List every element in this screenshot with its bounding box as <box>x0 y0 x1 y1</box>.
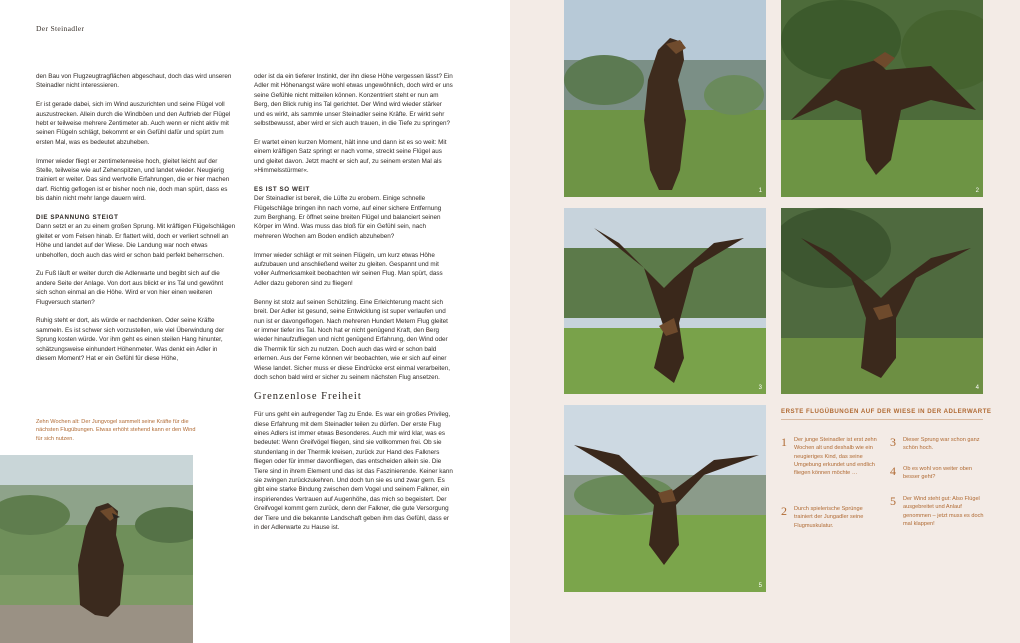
steps-divider <box>781 419 983 420</box>
step-text: Durch spielerische Sprünge trainiert der Jungadler seine Flugmuskulatur. <box>794 506 864 529</box>
paragraph: Ruhig steht er dort, als würde er nachdenken. Oder seine Kräfte sammeln. Es ist schwer sich vorzustellen, wie viel Überwindung der Sprung kosten würde. Vor ihm geht es einen steilen Hang hinunter, schätzungsweise einhundert Höhenmeter. Was denkt ein Adler in diesem Moment? Hat er ein Gefühl für diese Höhe, <box>36 317 225 363</box>
step-number: 5 <box>890 494 896 508</box>
photo-caption: Zehn Wochen alt: Der Jungvogel sammelt seine Kräfte für die nächsten Flugübungen. Etwas erhöht stehend kann er den Wind für sich nutzen. <box>36 419 196 442</box>
eagle-photo-4 <box>781 208 983 394</box>
running-header: Der Steinadler <box>36 24 85 33</box>
paragraph: Dann setzt er an zu einem großen Sprung. Mit kräftigen Flügelschlägen gleitet er vom Felsen hinab. Er flattert wild, doch er verliert schnell an Höhe und landet auf der Wiese. Die Landung war noch etwas unbeholfen, doch auch das wird er schon bald perfekt beherrschen. <box>36 223 236 259</box>
photo-number: 3 <box>758 385 762 391</box>
step-number: 3 <box>890 435 896 449</box>
photo-number: 5 <box>758 583 762 589</box>
subheading: DIE SPANNUNG STEIGT <box>36 214 119 222</box>
paragraph: Für uns geht ein aufregender Tag zu Ende. Es war ein großes Privileg, diese Erfahrung mit dem Steinadler teilen zu dürfen. Der erste Flug eines Adlers ist immer etwas Besonderes. Auch mir wird klar, was es bedeutet: Wenn Greifvögel fliegen, sind sie vollkommen frei. Ob sie stundenlang in der Thermik kreisen, zurück zur Hand des Falkners fliegen oder für immer davonfliegen, das entscheiden allein sie. Die Tiere sind in ihrem Element und das ist das Faszinierende. Keiner kann sie zwingen zurückzukehren. Und doch tun sie es und zwar gern. Es gibt eine starke Bindung zwischen dem Vogel und seinem Falkner, ein inspirierendes Vertrauen auf Augenhöhe, das mich so begeistert. Der Greifvogel kommt gern zurück, denn der Falkner, die gute Versorgung der Tiere und die bekannte Landschaft geben ihm das Gefühl, dass er in der Adlerwarte zu Hause ist. <box>254 411 453 532</box>
eagle-perched-photo <box>0 455 193 643</box>
step-number: 4 <box>890 464 896 478</box>
paragraph: Er ist gerade dabei, sich im Wind auszurichten und seine Flügel voll auszustrecken. Allein durch die Windböen und den Auftrieb der Flügel hebt er teilweise mehrere Zentimeter ab. Auch wenn er nicht aktiv mit seinen Flügeln schlägt, bekommt er ein Gefühl dafür und spürt zum ersten Mal, was es bedeutet abzuheben. <box>36 101 231 146</box>
photo-number: 4 <box>975 385 979 391</box>
paragraph: Zu Fuß läuft er weiter durch die Adlerwarte und begibt sich auf die andere Seite der Anlage. Von dort aus blickt er ins Tal und gewöhnt sich schon einmal an die Höhe. Wird er von hier einen weiteren Flugversuch starten? <box>36 270 224 306</box>
step-item <box>781 505 878 530</box>
paragraph: oder ist da ein tieferer Instinkt, der ihn diese Höhe vergessen lässt? Ein Adler mit Höhenangst wäre wohl etwas ungewöhnlich, doch wird er uns seine Gefühle nicht mitteilen können. Konzentriert steht er nun am Berg, den Blick ruhig ins Tal gerichtet. Der Wind wird wieder stärker und es wirkt, als sammle unser Steinadler seine Kräfte. Er wirkt sehr selbstbewusst, aber wird er sich auch trauen, in die Tiefe zu springen? <box>254 73 453 128</box>
step-number: 2 <box>781 504 787 518</box>
photo-number: 1 <box>758 188 762 194</box>
step-number: 1 <box>781 435 787 449</box>
step-item <box>781 436 878 477</box>
paragraph: Benny ist stolz auf seinen Schützling. Eine Erleichterung macht sich breit. Der Adler ist gesund, seine Entwicklung ist super verlaufen und nun ist er davongeflogen. Nach mehreren Hundert Metern Flug gleitet er immer tiefer ins Tal. Noch hat er nicht genügend Kraft, den Berg wieder hinaufzufliegen und nicht genügend Erfahrung, den Wind oder die Thermik für sich zu nutzen. Doch auch das wird er schon bald erlernen. Aus der Ferne können wir beobachten, wie er sich auf einer Wiese landet. Sicher muss er diese Eindrücke erst einmal verarbeiten, doch schon bald wird er sicher zu seinem nächsten Flug ansetzen. <box>254 298 450 381</box>
step-text: Der junge Steinadler ist erst zehn Wochen alt und deshalb wie ein neugieriges Kind, das seine Umgebung erkundet und endlich fliegen können möchte … <box>794 437 877 477</box>
photo-number: 2 <box>975 188 979 194</box>
section-heading: Grenzenlose Freiheit <box>254 390 362 402</box>
step-text: Ob es wohl von weiter oben besser geht? <box>903 466 973 481</box>
paragraph: Immer wieder fliegt er zentimeterweise hoch, gleitet leicht auf der Stelle, teilweise wie auf Zehenspitzen, und landet wieder. Neugierig trainiert er weiter. Das sind wertvolle Erfahrungen, die er hier machen darf. Richtig geflogen ist er bisher noch nie, doch man spürt, dass es bis dahin nicht mehr lange dauern wird. <box>36 157 230 203</box>
paragraph: den Bau von Flugzeugtragflächen abgeschaut, doch das wird unseren Steinadler nicht interessieren. <box>36 73 232 90</box>
subheading: ES IST SO WEIT <box>254 185 310 193</box>
eagle-photo-5 <box>564 405 766 592</box>
step-text: Dieser Sprung war schon ganz schön hoch. <box>903 437 980 452</box>
text-column-2 <box>254 72 454 542</box>
paragraph: Immer wieder schlägt er mit seinen Flügeln, um kurz etwas Höhe aufzubauen und anschließend weiter zu gleiten. Gespannt und mit voller Aufmerksamkeit beobachten wir seinen Flug. Man spürt, dass Adler dazu geboren sind zu fliegen! <box>254 251 443 287</box>
step-item <box>890 465 987 482</box>
text-column-1 <box>36 72 236 373</box>
step-text: Der Wind steht gut: Also Flügel ausgebreitet und Anlauf genommen – jetzt muss es doch mal klappen! <box>903 496 984 527</box>
steps-title: ERSTE FLUGÜBUNGEN AUF DER WIESE IN DER ADLERWARTE <box>781 408 992 415</box>
eagle-photo-2 <box>781 0 983 197</box>
step-item <box>890 436 987 453</box>
eagle-photo-1 <box>564 0 766 197</box>
eagle-photo-3 <box>564 208 766 394</box>
step-item <box>890 495 987 528</box>
paragraph: Der Steinadler ist bereit, die Lüfte zu erobern. Einige schnelle Flügelschläge bringen ihn nach vorne, auf einer sichere Entfernung zum Berghang. Er öffnet seine breiten Flügel und balanciert seinen Körper im Wind. Was muss das bloß für ein Gefühl sein, nach mehreren Wochen am Boden endlich abzuheben? <box>254 195 442 240</box>
paragraph: Er wartet einen kurzen Moment, hält inne und dann ist es so weit: Mit einem kräftigen Satz springt er nach vorne, streckt seine Flügel aus und gleitet davon. Jetzt macht er sich auf, zu seinem ersten Mal als »Himmelsstürmer«. <box>254 138 447 175</box>
